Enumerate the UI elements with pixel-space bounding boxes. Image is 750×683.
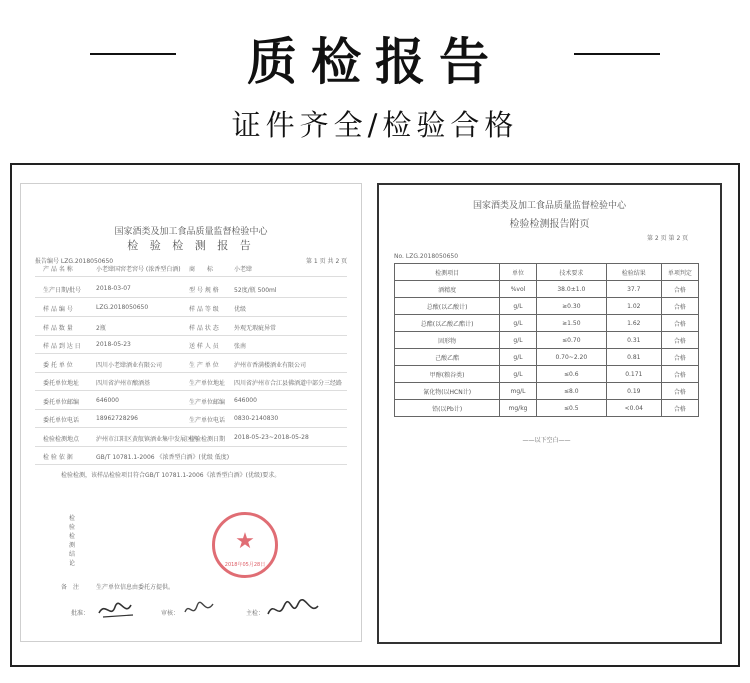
field-value-2: 2018-05-23~2018-05-28 — [234, 434, 309, 441]
table-cell: 1.62 — [606, 315, 661, 332]
field-value: 646000 — [96, 397, 119, 404]
table-row — [395, 298, 699, 315]
field-label-2: 商 标 — [189, 266, 214, 273]
table-cell: 甲醇(粮谷类) — [395, 366, 500, 383]
reviewer-label: 审核： — [161, 610, 180, 617]
field-divider — [35, 464, 347, 465]
field-value: 四川小老肆酒业有限公司 — [96, 362, 163, 369]
table-cell: ≤8.0 — [536, 383, 606, 400]
official-seal — [212, 512, 278, 578]
field-value-2: 0830-2140830 — [234, 415, 279, 422]
field-label-2: 样 品 等 级 — [189, 306, 219, 313]
field-divider — [35, 390, 347, 391]
field-label-2: 生产单位地址 — [189, 380, 226, 387]
field-label: 样 品 到 达 日 — [43, 343, 81, 350]
remark-text: 生产单位信息由委托方提供。 — [96, 584, 175, 591]
conclusion-label: 检验检测结论 — [69, 515, 76, 567]
field-divider — [35, 372, 347, 373]
table-cell: ≤0.70 — [536, 332, 606, 349]
table-cell: 合格 — [661, 332, 698, 349]
blank-below-note: ——以下空白—— — [522, 437, 571, 444]
field-value-2: 四川省泸州市合江县佛酒道中部分三经路 — [234, 380, 343, 387]
table-cell: 铅(以Pb计) — [395, 400, 500, 417]
right-report-title: 检验检测报告附页 — [509, 219, 590, 230]
main-tester-label: 主检： — [246, 610, 265, 617]
field-label: 样 品 编 号 — [43, 306, 73, 313]
field-value-2: 泸州市香满楼酒业有限公司 — [234, 362, 307, 369]
field-label: 产 品 名 称 — [43, 266, 73, 273]
table-cell: 总酯(以乙酸乙酯计) — [395, 315, 500, 332]
table-cell: 合格 — [661, 400, 698, 417]
field-value: LZG.2018050650 — [96, 304, 149, 311]
table-cell: 合格 — [661, 349, 698, 366]
left-report-no: 报告编号 LZG.2018050650 — [35, 258, 114, 265]
field-value: 2018-03-07 — [96, 285, 131, 292]
seal-star-icon: ★ — [235, 529, 255, 554]
table-cell: %vol — [500, 281, 536, 298]
table-row — [395, 315, 699, 332]
table-cell: ≥1.50 — [536, 315, 606, 332]
right-center-name: 国家酒类及加工食品质量监督检验中心 — [472, 201, 626, 211]
field-divider — [35, 353, 347, 354]
table-cell: 0.31 — [606, 332, 661, 349]
field-label: 委 托 单 位 — [43, 362, 73, 369]
field-label-2: 生 产 单 位 — [189, 362, 219, 369]
field-value: 2018-05-23 — [96, 341, 131, 348]
table-cell: <0.04 — [606, 400, 661, 417]
field-value: GB/T 10781.1-2006 《浓香型白酒》(优级 低度) — [96, 454, 230, 461]
right-page-no: 第 2 页 第 2 页 — [647, 235, 689, 242]
table-cell: 0.171 — [606, 366, 661, 383]
table-row — [395, 349, 699, 366]
field-value: 18962728296 — [96, 415, 138, 422]
field-value-2: 张南 — [234, 343, 247, 350]
table-row — [395, 400, 699, 417]
field-divider — [35, 446, 347, 447]
field-label: 委托单位地址 — [43, 380, 80, 387]
field-label-2: 检验检测日期 — [189, 436, 226, 443]
table-cell: 37.7 — [606, 281, 661, 298]
table-cell: 合格 — [661, 298, 698, 315]
left-report-title: 检 验 检 测 报 告 — [127, 239, 255, 252]
table-cell: 合格 — [661, 281, 698, 298]
field-value: 小老肆国窖老窖号 (浓香型白酒) — [96, 266, 181, 273]
table-cell: 氰化物(以HCN计) — [395, 383, 500, 400]
field-label: 检验检测地点 — [43, 436, 80, 443]
table-row — [395, 281, 699, 298]
field-value-2: 646000 — [234, 397, 257, 404]
field-label-2: 送 样 人 员 — [189, 343, 219, 350]
approver-label: 批准： — [71, 610, 90, 617]
field-label-2: 生产单位电话 — [189, 417, 226, 424]
table-cell: 1.02 — [606, 298, 661, 315]
results-table — [394, 263, 699, 417]
left-page-no: 第 1 页 共 2 页 — [306, 258, 348, 265]
table-header-cell: 单项判定 — [661, 264, 698, 281]
field-divider — [35, 297, 347, 298]
field-label: 样 品 数 量 — [43, 325, 73, 332]
table-cell: 38.0±1.0 — [536, 281, 606, 298]
table-cell: 0.70~2.20 — [536, 349, 606, 366]
table-cell: ≥0.30 — [536, 298, 606, 315]
field-value-2: 优级 — [234, 306, 247, 313]
page-title: 质检报告 — [247, 33, 503, 91]
field-value: 四川省泸州市酿酒基 — [96, 380, 151, 387]
table-cell: ≤0.5 — [536, 400, 606, 417]
table-header-cell: 技术要求 — [536, 264, 606, 281]
right-report-no: No. LZG.2018050650 — [394, 253, 459, 260]
field-value: 2瓶 — [96, 325, 106, 332]
table-row — [395, 366, 699, 383]
table-cell: g/L — [500, 349, 536, 366]
table-cell: mg/L — [500, 383, 536, 400]
table-cell: g/L — [500, 366, 536, 383]
table-header-cell: 检验结果 — [606, 264, 661, 281]
field-label: 委托单位电话 — [43, 417, 80, 424]
field-label: 委托单位邮编 — [43, 399, 80, 406]
field-value-2: 小老肆 — [234, 266, 253, 273]
field-label-2: 样 品 状 态 — [189, 325, 219, 332]
table-cell: 合格 — [661, 383, 698, 400]
table-cell: ≤0.6 — [536, 366, 606, 383]
reviewer-signature — [183, 600, 217, 624]
table-cell: 酒精度 — [395, 281, 500, 298]
conclusion-text: 检验检测，该样品检验项目符合GB/T 10781.1-2006《浓香型白酒》(优级)要求。 — [61, 472, 281, 479]
approver-signature — [97, 599, 137, 625]
field-value-2: 52度/瓶 500ml — [234, 287, 277, 294]
field-label-2: 型 号 规 格 — [189, 287, 219, 294]
field-divider — [35, 427, 347, 428]
field-label: 生产日期/批号 — [43, 287, 82, 294]
tester-signature — [266, 598, 320, 626]
field-divider — [35, 316, 347, 317]
table-row — [395, 332, 699, 349]
field-label: 检 验 依 据 — [43, 454, 73, 461]
table-cell: 合格 — [661, 366, 698, 383]
table-cell: 己酸乙酯 — [395, 349, 500, 366]
field-divider — [35, 335, 347, 336]
table-cell: 0.81 — [606, 349, 661, 366]
table-header-cell: 单位 — [500, 264, 536, 281]
field-value-2: 外观无瑕疵异常 — [234, 325, 277, 332]
field-divider — [35, 276, 347, 277]
table-header-row — [395, 264, 699, 281]
table-cell: 合格 — [661, 315, 698, 332]
table-cell: 0.19 — [606, 383, 661, 400]
inspection-report-page-1 — [20, 183, 362, 642]
table-cell: g/L — [500, 315, 536, 332]
table-cell: g/L — [500, 298, 536, 315]
field-divider — [35, 409, 347, 410]
table-cell: 总酸(以乙酸计) — [395, 298, 500, 315]
seal-date: 2018年05月28日 — [224, 562, 266, 568]
field-label-2: 生产单位邮编 — [189, 399, 226, 406]
table-cell: g/L — [500, 332, 536, 349]
left-center-name: 国家酒类及加工食品质量监督检验中心 — [114, 227, 268, 237]
table-row — [395, 383, 699, 400]
inspection-report-page-2 — [377, 183, 722, 644]
table-cell: 固形物 — [395, 332, 500, 349]
field-value: 泸州市江阳区黄舣镇酒业集中发展区内 — [96, 436, 199, 443]
remark-label: 备 注 — [61, 584, 80, 591]
table-cell: mg/kg — [500, 400, 536, 417]
table-header-cell: 检测项目 — [395, 264, 500, 281]
page-subtitle: 证件齐全/检验合格 — [231, 108, 519, 142]
